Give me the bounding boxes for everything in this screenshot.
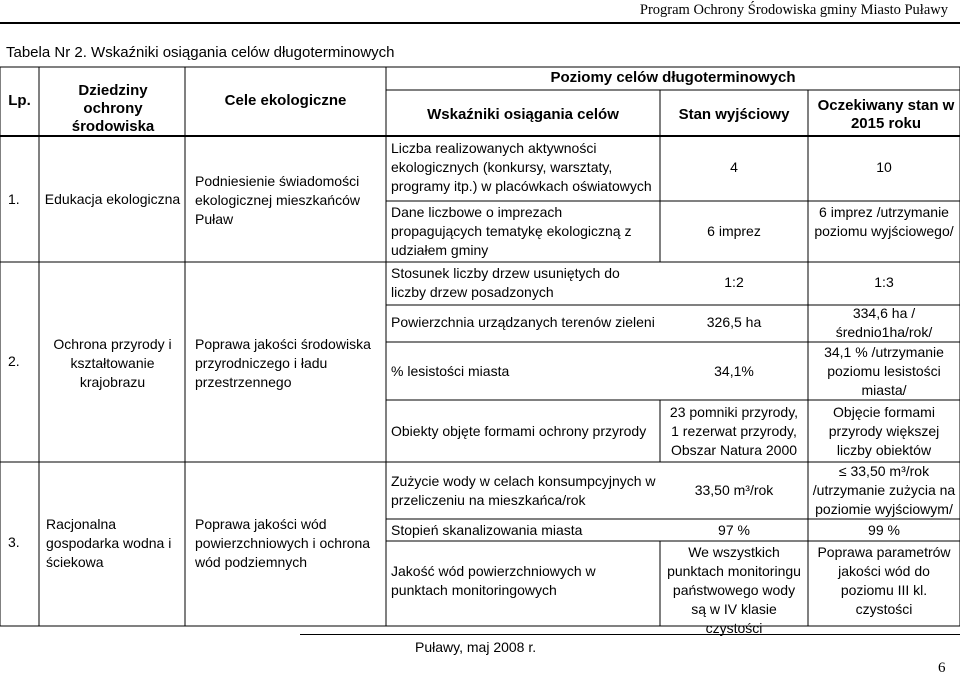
page-footer: Puławy, maj 2008 r. [415, 639, 537, 655]
header-expected: Oczekiwany stan w 2015 roku [817, 97, 955, 132]
expected-6: Objęcie formami przyrody większej liczby obiektów [828, 404, 940, 458]
expected-5: 34,1 % /utrzymanie poziomu lesistości miasta/ [824, 344, 944, 398]
baseline-2: 6 imprez [707, 223, 761, 239]
goal-2: Poprawa jakości środowiska przyrodniczego i ładu przestrzennego [195, 336, 371, 390]
expected-4: 334,6 ha /średnio1ha/rok/ [835, 305, 933, 340]
expected-1: 10 [876, 159, 892, 175]
goal-1: Podniesienie świadomości ekologicznej mieszkańców Puław [195, 173, 360, 227]
domain-2: Ochrona przyrody i kształtowanie krajobrazu [53, 336, 172, 390]
header-baseline: Stan wyjściowy [678, 106, 790, 123]
indicator-1: Liczba realizowanych aktywności ekologicznych (konkursy, warsztaty, programy itp.) w placówkach oświatowych [391, 140, 652, 194]
indicator-6: Obiekty objęte formami ochrony przyrody [391, 423, 647, 439]
header-indicators: Wskaźniki osiągania celów [427, 106, 619, 123]
indicator-9: Jakość wód powierzchniowych w punktach monitoringowych [391, 563, 596, 598]
expected-8: 99 % [868, 522, 900, 538]
baseline-4: 326,5 ha [706, 314, 762, 330]
domain-3: Racjonalna gospodarka wodna i ściekowa [46, 516, 172, 570]
lp-2: 2. [8, 353, 20, 369]
footer-rule [300, 634, 960, 635]
indicator-4: Powierzchnia urządzanych terenów zieleni [391, 314, 655, 330]
baseline-6: 23 pomniki przyrody, 1 rezerwat przyrody, Obszar Natura 2000 [669, 404, 799, 458]
expected-7: ≤ 33,50 m³/rok /utrzymanie zużycia na poziomie wyjściowym/ [812, 463, 956, 517]
running-header: Program Ochrony Środowiska gminy Miasto Puławy [639, 2, 948, 18]
baseline-7: 33,50 m³/rok [694, 482, 774, 498]
header-lp: Lp. [8, 92, 31, 109]
domain-1: Edukacja ekologiczna [44, 191, 181, 207]
indicator-3: Stosunek liczby drzew usuniętych do liczby drzew posadzonych [391, 265, 620, 300]
indicator-2: Dane liczbowe o imprezach propagujących tematykę ekologiczną z udziałem gminy [391, 204, 632, 258]
header-goals: Cele ekologiczne [224, 92, 347, 109]
baseline-9: We wszystkich punktach monitoringu państwowego wody są w IV klasie czystości [667, 544, 801, 636]
indicator-5: % lesistości miasta [391, 363, 510, 379]
lp-3: 3. [8, 534, 20, 550]
baseline-1: 4 [730, 159, 738, 175]
indicator-8: Stopień skanalizowania miasta [391, 522, 583, 538]
baseline-5: 34,1% [714, 363, 754, 379]
baseline-3: 1:2 [724, 274, 744, 290]
indicator-7: Zużycie wody w celach konsumpcyjnych w przeliczeniu na mieszkańca/rok [391, 473, 656, 508]
page-number: 6 [938, 660, 946, 676]
header-domains: Dziedziny ochrony środowiska [71, 82, 155, 135]
expected-2: 6 imprez /utrzymanie poziomu wyjściowego/ [814, 204, 954, 239]
baseline-8: 97 % [718, 522, 750, 538]
expected-3: 1:3 [874, 274, 894, 290]
goal-3: Poprawa jakości wód powierzchniowych i ochrona wód podziemnych [195, 516, 371, 570]
table-caption: Tabela Nr 2. Wskaźniki osiągania celów długoterminowych [6, 44, 395, 61]
header-levels: Poziomy celów długoterminowych [550, 69, 796, 86]
expected-9: Poprawa parametrów jakości wód do poziomu III kl. czystości [817, 544, 951, 617]
lp-1: 1. [8, 191, 20, 207]
